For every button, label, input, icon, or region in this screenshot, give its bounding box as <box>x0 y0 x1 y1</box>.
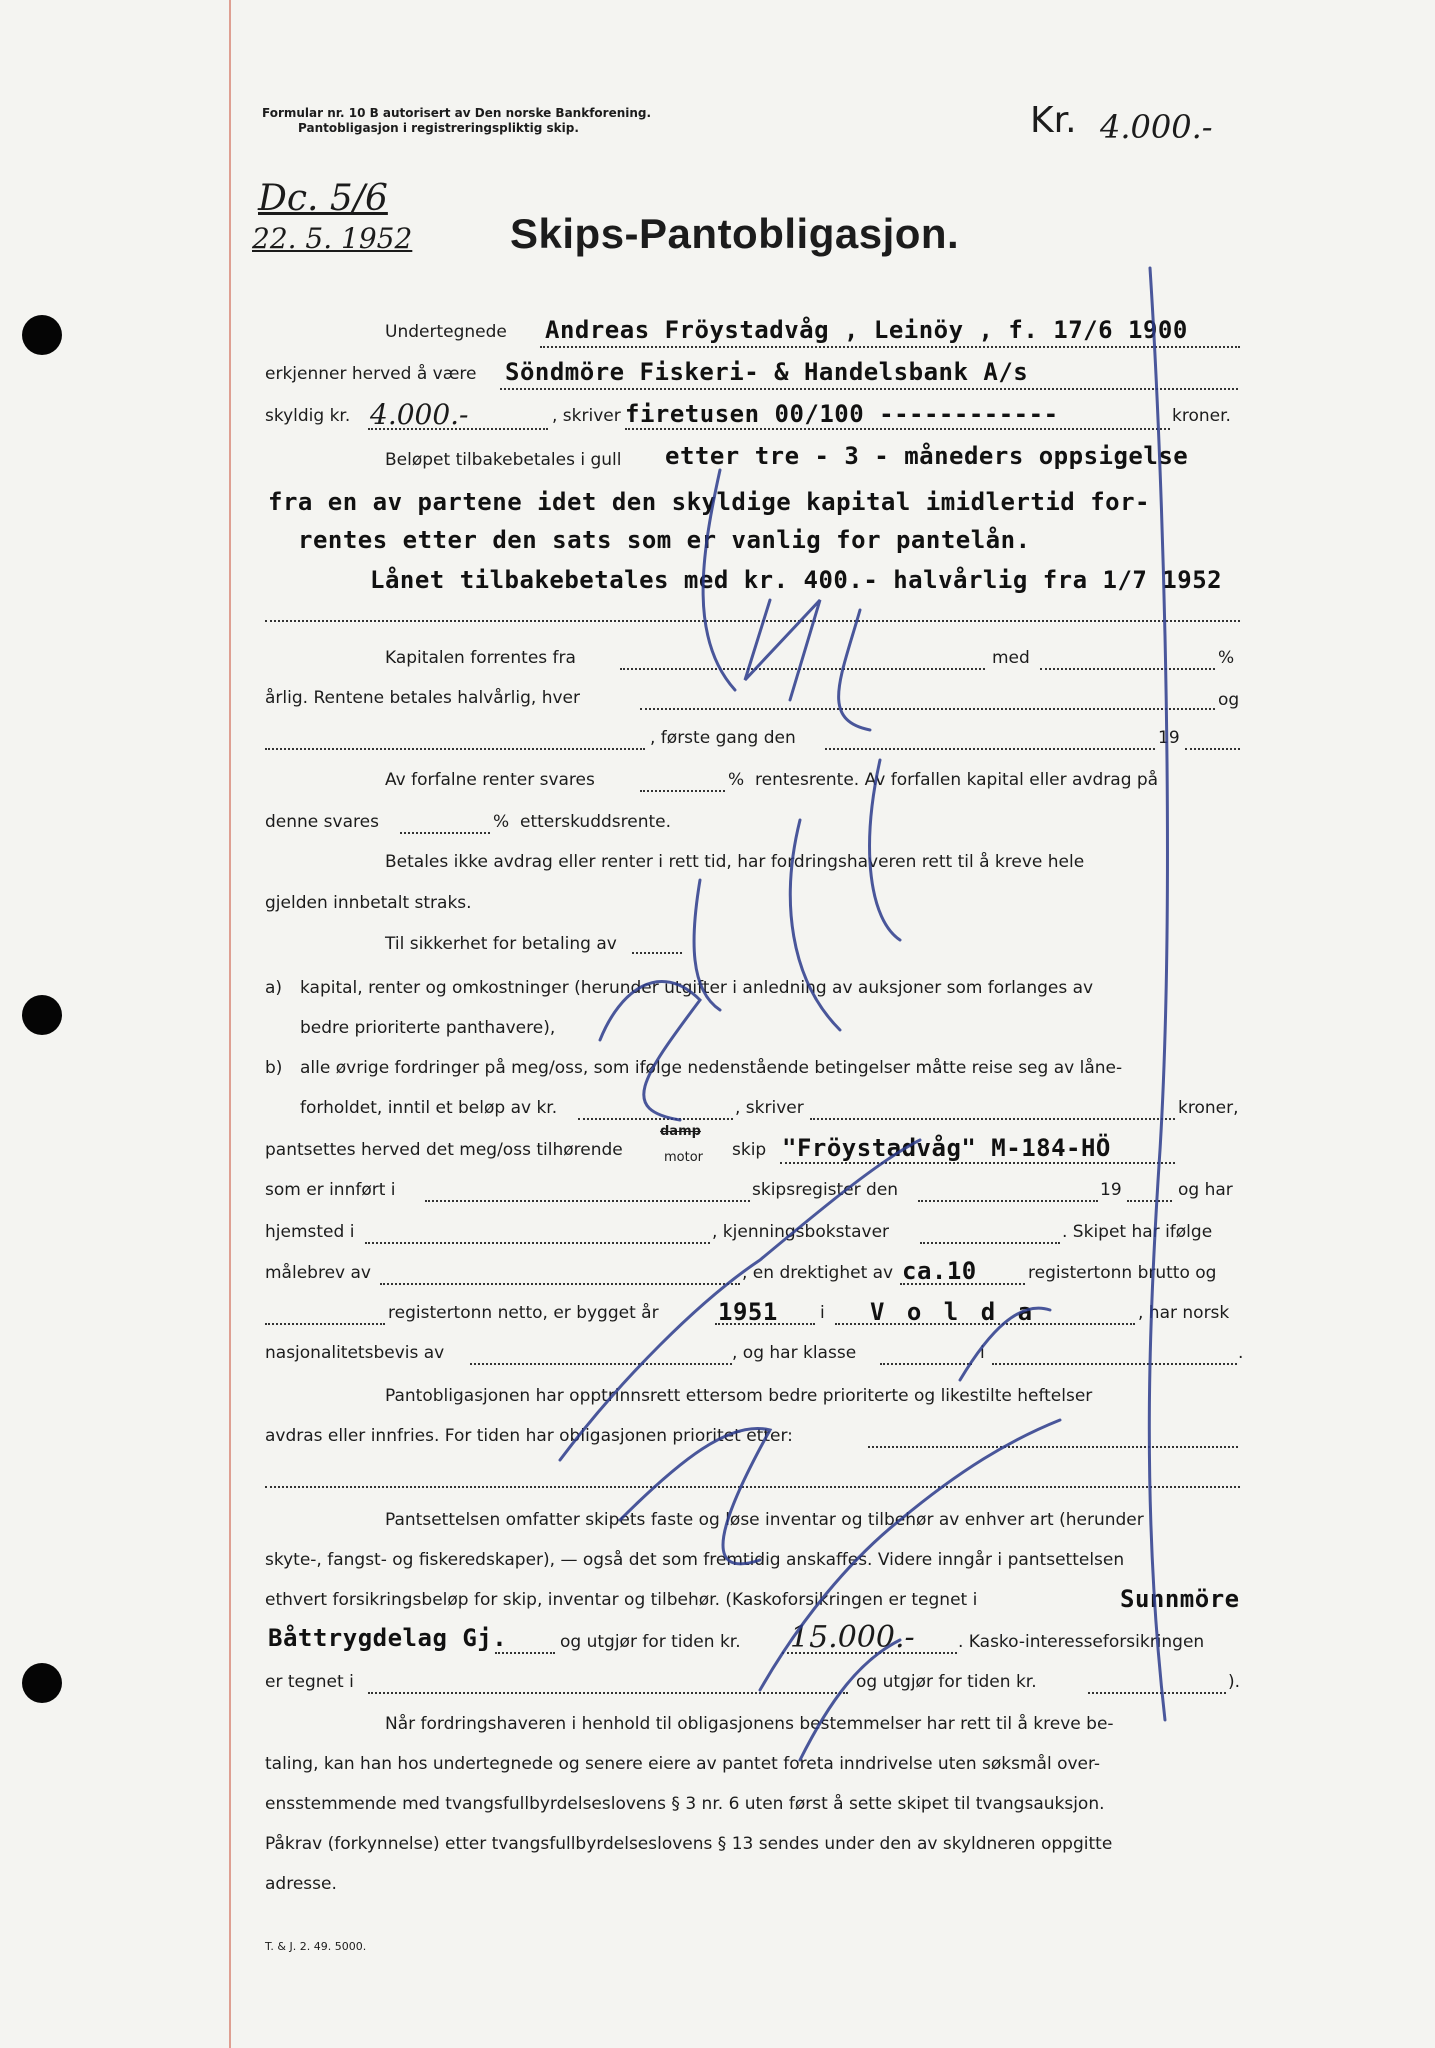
innfort-text: som er innført i <box>265 1180 396 1200</box>
og-har-text: og har <box>1178 1180 1233 1200</box>
cancellation-stroke <box>870 760 900 940</box>
pants-text-2: skyte-, fangst- og fiskeredskaper), — også det som fremtidig anskaffes. Videre inngår i pantsettelsen <box>265 1550 1125 1570</box>
er-tegnet-text: er tegnet i <box>265 1672 354 1692</box>
skriver-label: , skriver <box>552 406 621 426</box>
panto-text-2: avdras eller innfries. For tiden har obligasjonen prioritet etter: <box>265 1426 793 1446</box>
betales-text: Betales ikke avdrag eller renter i rett tid, har fordringshaveren rett til å kreve hele <box>385 852 1085 872</box>
repayment-terms: etter tre - 3 - måneders oppsigelse <box>665 442 1189 470</box>
creditor-name: Söndmöre Fiskeri- & Handelsbank A/s <box>505 358 1029 386</box>
registertonn-netto-text: registertonn netto, er bygget år <box>388 1303 659 1323</box>
nar-text-2: taling, kan han hos undertegnede og senere eiere av pantet foreta inndrivelse uten søksmål over- <box>265 1754 1101 1774</box>
cancellation-stroke <box>790 820 840 1030</box>
erkjenner-label: erkjenner herved å være <box>265 364 477 384</box>
sikkerhet-text: Til sikkerhet for betaling av <box>385 934 617 954</box>
printer-mark: T. & J. 2. 49. 5000. <box>265 1940 367 1953</box>
kr-label: Kr. <box>1030 100 1077 141</box>
nar-text-4: Påkrav (forkynnelse) etter tvangsfullbyrdelseslovens § 13 sendes under den av skyldneren oppgitte <box>265 1834 1113 1854</box>
kroner-label: kroner. <box>1172 406 1231 426</box>
forste-gang-text: , første gang den <box>650 728 796 748</box>
i-text: i <box>820 1303 825 1323</box>
cancellation-stroke <box>800 1640 900 1760</box>
panto-text: Pantobligasjonen har opptrinnsrett ettersom bedre prioriterte og likestilte heftelser <box>385 1386 1093 1406</box>
damp-option: damp <box>660 1124 701 1139</box>
skipet-har-text: . Skipet har ifølge <box>1062 1222 1213 1242</box>
cancellation-stroke <box>760 1420 1060 1690</box>
registration-date: 22. 5. 1952 <box>252 222 413 255</box>
rentesrente-text: rentesrente. Av forfallen kapital eller avdrag på <box>755 770 1159 790</box>
tonnage-value: ca.10 <box>902 1257 977 1285</box>
pct-symbol: % <box>728 770 745 790</box>
i-text: i <box>980 1343 985 1363</box>
cancellation-stroke <box>620 1428 770 1563</box>
item-a-text: kapital, renter og omkostninger (herunder utgifter i anledning av auksjoner som forlanges av <box>300 978 1094 998</box>
nasjonalitet-text: nasjonalitetsbevis av <box>265 1343 445 1363</box>
cancellation-stroke <box>839 610 870 730</box>
malebrev-text: målebrev av <box>265 1263 371 1283</box>
cancellation-stroke <box>600 981 700 1120</box>
hjemsted-text: hjemsted i <box>265 1222 355 1242</box>
year-prefix: 19 <box>1100 1180 1122 1200</box>
pants-text: Pantsettelsen omfatter skipets faste og løse inventar og tilbehør av enhver art (herunder <box>385 1510 1144 1530</box>
belopet-label: Beløpet tilbakebetales i gull <box>385 450 622 470</box>
skip-text: skip <box>732 1140 767 1160</box>
og-utgjor-text-2: og utgjør for tiden kr. <box>856 1672 1037 1692</box>
cancellation-stroke <box>703 470 735 690</box>
repayment-terms-line3: rentes etter den sats som er vanlig for pantelån. <box>298 526 1031 554</box>
og-har-klasse-text: , og har klasse <box>732 1343 857 1363</box>
form-note-line1: Formular nr. 10 B autorisert av Den norske Bankforening. <box>262 106 652 120</box>
cancellation-stroke <box>1149 268 1167 1720</box>
og-text: og <box>1218 690 1240 710</box>
item-b-text-2: forholdet, inntil et beløp av kr. <box>300 1098 558 1118</box>
registration-number: Dc. 5/6 <box>258 178 388 219</box>
page-title: Skips-Pantobligasjon. <box>510 210 960 257</box>
skyldig-label: skyldig kr. <box>265 406 351 426</box>
forfalne-text: Av forfalne renter svares <box>385 770 595 790</box>
b-kroner-text: kroner, <box>1178 1098 1239 1118</box>
skyldig-amount: 4.000.- <box>370 398 469 431</box>
med-text: med <box>992 648 1030 668</box>
item-b-marker: b) <box>265 1058 283 1078</box>
skipsregister-text: skipsregister den <box>752 1180 899 1200</box>
repayment-terms-line4: Lånet tilbakebetales med kr. 400.- halvårlig fra 1/7 1952 <box>370 566 1223 594</box>
drektighet-text: , en drektighet av <box>742 1263 894 1283</box>
amount-in-words: firetusen 00/100 ------------ <box>625 400 1059 428</box>
betales-text-2: gjelden innbetalt straks. <box>265 893 472 913</box>
repayment-terms-line2: fra en av partene idet den skyldige kapital imidlertid for- <box>268 488 1151 516</box>
debtor-name: Andreas Fröystadvåg , Leinöy , f. 17/6 1900 <box>545 316 1188 344</box>
insurance-amount: 15.000.- <box>790 1620 915 1655</box>
form-note-line2: Pantobligasjon i registreringspliktig skip. <box>298 121 579 135</box>
insurer-name-2: Båttrygdelag Gj. <box>268 1624 508 1652</box>
pants-text-3: ethvert forsikringsbeløp for skip, inventar og tilbehør. (Kaskoforsikringen er tegnet i <box>265 1590 978 1610</box>
cancellation-stroke <box>694 880 720 1010</box>
nar-text-3: ensstemmende med tvangsfullbyrdelseslovens § 3 nr. 6 uten først å sette skipet til tvangsauksjon. <box>265 1794 1105 1814</box>
b-skriver-text: , skriver <box>735 1098 804 1118</box>
build-year: 1951 <box>718 1298 778 1326</box>
kasko-interesse-text: . Kasko-interesseforsikringen <box>958 1632 1205 1652</box>
cancellation-stroke <box>560 1140 920 1460</box>
cancellation-stroke <box>960 1308 1050 1380</box>
pct-symbol: % <box>493 812 510 832</box>
pantsettes-text: pantsettes herved det meg/oss tilhørende <box>265 1140 623 1160</box>
har-norsk-text: , har norsk <box>1138 1303 1230 1323</box>
kr-amount: 4.000.- <box>1100 108 1213 146</box>
close-paren: ). <box>1228 1672 1241 1692</box>
cancellation-stroke <box>745 600 820 700</box>
etterskudd-text: etterskuddsrente. <box>520 812 672 832</box>
denne-text: denne svares <box>265 812 379 832</box>
ship-name: "Fröystadvåg" M-184-HÖ <box>782 1134 1111 1162</box>
arlig-text: årlig. Rentene betales halvårlig, hver <box>265 688 580 708</box>
period: . <box>1238 1343 1244 1363</box>
nar-text-5: adresse. <box>265 1874 337 1894</box>
item-a-text-2: bedre prioriterte panthavere), <box>300 1018 556 1038</box>
build-place: V o l d a <box>870 1298 1037 1326</box>
item-b-text: alle øvrige fordringer på meg/oss, som ifølge nedenstående betingelser måtte reise seg av låne- <box>300 1058 1123 1078</box>
nar-text: Når fordringshaveren i henhold til obligasjonens bestemmelser har rett til å kreve be- <box>385 1714 1114 1734</box>
item-a-marker: a) <box>265 978 283 998</box>
pct-symbol: % <box>1218 648 1235 668</box>
undertegnede-label: Undertegnede <box>385 322 507 342</box>
kapitalen-text: Kapitalen forrentes fra <box>385 648 576 668</box>
motor-option: motor <box>664 1150 704 1165</box>
year-prefix: 19 <box>1158 728 1180 748</box>
og-utgjor-text: og utgjør for tiden kr. <box>560 1632 741 1652</box>
insurer-name: Sunnmöre <box>1120 1585 1240 1613</box>
kjenning-text: , kjenningsbokstaver <box>712 1222 890 1242</box>
registertonn-brutto-text: registertonn brutto og <box>1028 1263 1217 1283</box>
